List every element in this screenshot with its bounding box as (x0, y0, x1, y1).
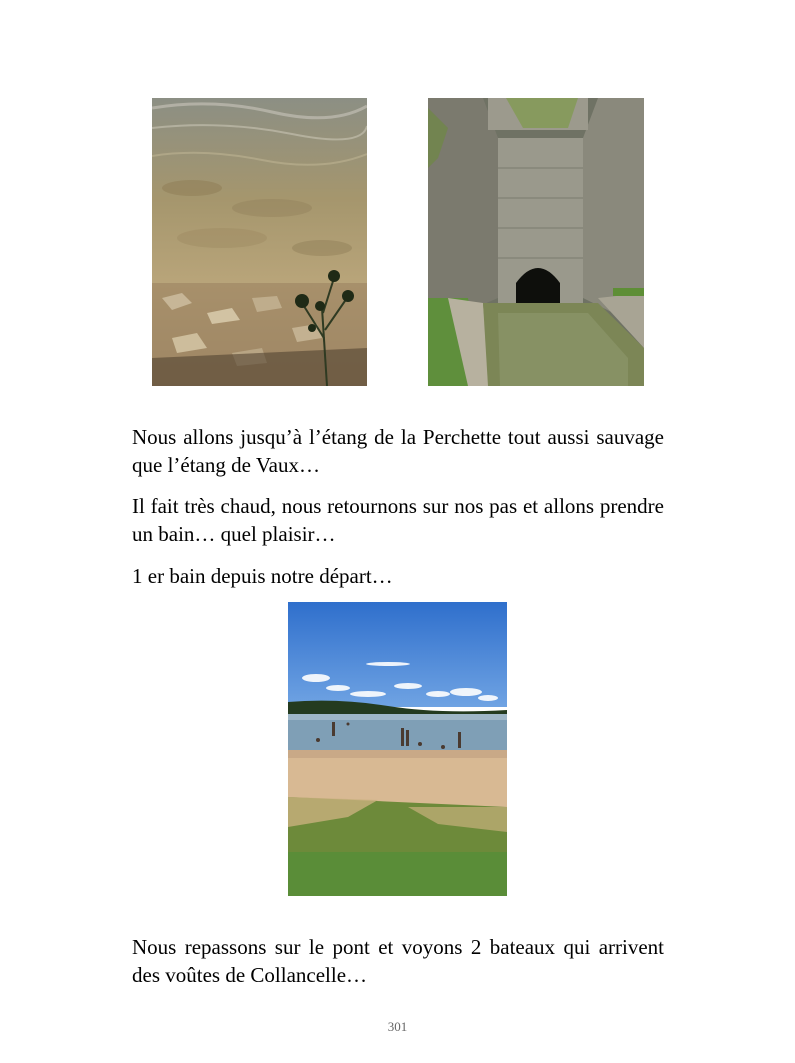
page-number: 301 (387, 1019, 408, 1034)
canal-tunnel-image (428, 98, 644, 386)
photo-lake-beach (288, 602, 507, 896)
lake-beach-image (288, 602, 507, 896)
photo-canal-tunnel (428, 98, 644, 386)
paragraph-perchette: Nous allons jusqu’à l’étang de la Perchette tout aussi sauvage que l’étang de Vaux… (132, 425, 664, 477)
paragraph-pont-bateaux: Nous repassons sur le pont et voyons 2 bateaux qui arrivent des voûtes de Collancelle… (132, 935, 664, 987)
paragraph-chaud-bain: Il fait très chaud, nous retournons sur nos pas et allons prendre un bain… quel plaisir… (132, 494, 664, 546)
paragraph-premier-bain: 1 er bain depuis notre départ… (132, 564, 393, 588)
photo-lake-shore-thistle (152, 98, 367, 386)
lake-shore-image (152, 98, 367, 386)
